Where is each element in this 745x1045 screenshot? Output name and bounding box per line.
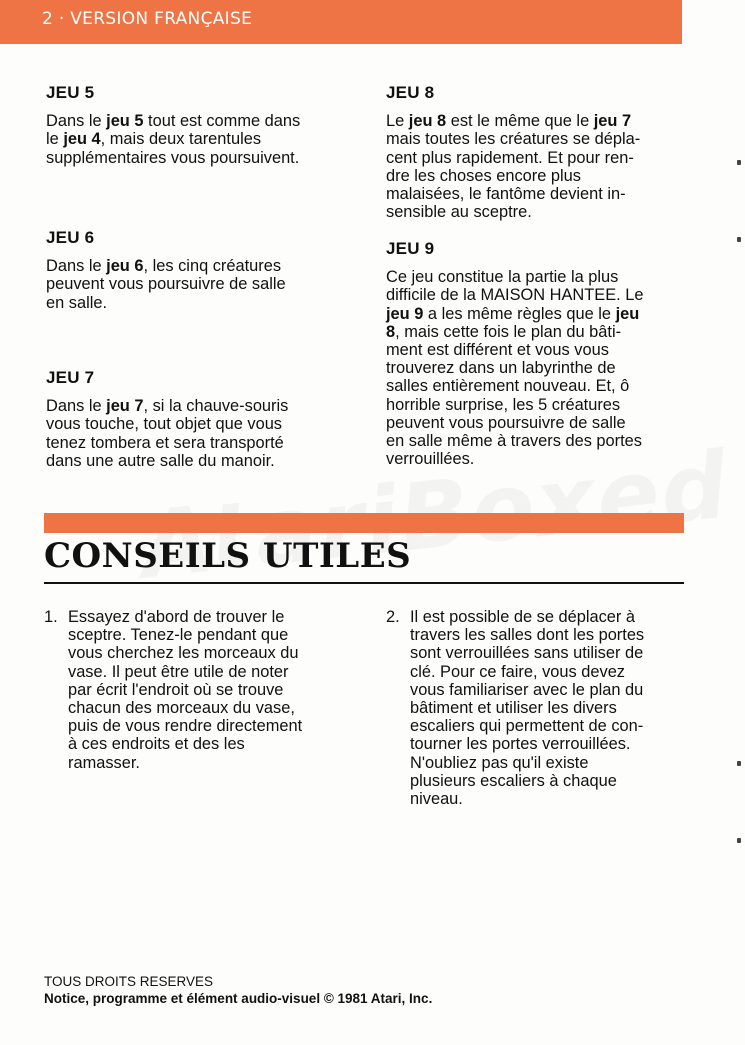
text-line: Ce jeu constitue la partie la plus bbox=[386, 268, 619, 287]
text-line: dans une autre salle du manoir. bbox=[46, 451, 275, 470]
game-6-text bbox=[46, 257, 356, 312]
text-line: sceptre. Tenez-le pendant que bbox=[68, 626, 289, 645]
scan-mark bbox=[737, 160, 741, 165]
text-line: mais toutes les créatures se dépla- bbox=[386, 130, 641, 149]
game-7-block bbox=[46, 369, 356, 470]
text-line: Le jeu 8 est le même que le jeu 7 bbox=[386, 112, 632, 131]
text-line: horrible surprise, les 5 créatures bbox=[386, 395, 621, 414]
text-line: trouverez dans un labyrinthe de bbox=[386, 359, 616, 378]
section-divider-bar bbox=[44, 513, 684, 533]
game-5-text bbox=[46, 112, 356, 167]
text-line: difficile de la MAISON HANTEE. Le bbox=[386, 286, 644, 305]
text-line: tenez tombera et sera transporté bbox=[46, 433, 284, 452]
game-9-text bbox=[386, 268, 686, 468]
text-line: clé. Pour ce faire, vous devez bbox=[410, 662, 626, 681]
text-line: en salle même à travers des portes bbox=[386, 432, 642, 451]
scan-mark bbox=[737, 838, 741, 843]
section-title: CONSEILS UTILES bbox=[44, 536, 412, 576]
text-line: cent plus rapidement. Et pour ren- bbox=[386, 148, 634, 167]
game-5-block bbox=[46, 84, 356, 167]
scan-mark bbox=[737, 237, 741, 242]
text-line: sont verrouillées sans utiliser de bbox=[410, 644, 644, 663]
game-9-block bbox=[386, 240, 686, 468]
text-line: puis de vous rendre directement bbox=[68, 717, 303, 736]
game-7-title: JEU 7 bbox=[46, 368, 95, 387]
text-line: le jeu 4, mais deux tarentules bbox=[46, 130, 262, 149]
text-line: verrouillées. bbox=[386, 450, 475, 469]
game-8-block bbox=[386, 84, 686, 221]
game-7-text bbox=[46, 397, 356, 470]
tip-2-number: 2. bbox=[386, 608, 400, 626]
text-line: sensible au sceptre. bbox=[386, 203, 532, 222]
text-line: ramasser. bbox=[68, 753, 140, 772]
text-line: N'oubliez pas qu'il existe bbox=[410, 753, 589, 772]
text-line: par écrit l'endroit où se trouve bbox=[68, 680, 284, 699]
text-line: peuvent vous poursuivre de salle bbox=[386, 413, 626, 432]
tip-1-number: 1. bbox=[44, 608, 58, 626]
text-line: en salle. bbox=[46, 293, 108, 312]
footer-rights: TOUS DROITS RESERVES bbox=[44, 974, 214, 989]
text-line: supplémentaires vous poursuivent. bbox=[46, 148, 300, 167]
text-line: à ces endroits et des les bbox=[68, 735, 245, 754]
tip-2-text bbox=[410, 608, 644, 808]
text-line: bâtiment et utiliser les divers bbox=[410, 699, 617, 718]
scan-mark bbox=[737, 761, 741, 766]
text-line: chacun des morceaux du vase, bbox=[68, 699, 295, 718]
section-rule bbox=[44, 582, 684, 584]
text-line: 8, mais cette fois le plan du bâti- bbox=[386, 322, 622, 341]
text-line: Dans le jeu 6, les cinq créatures bbox=[46, 257, 282, 276]
text-line: tourner les portes verrouillées. bbox=[410, 735, 631, 754]
text-line: vase. Il peut être utile de noter bbox=[68, 662, 289, 681]
text-line: malaisées, le fantôme devient in- bbox=[386, 185, 626, 204]
text-line: escaliers qui permettent de con- bbox=[410, 717, 644, 736]
text-line: dre les choses encore plus bbox=[386, 166, 581, 185]
text-line: vous familiariser avec le plan du bbox=[410, 680, 644, 699]
text-line: Dans le jeu 7, si la chauve-souris bbox=[46, 397, 289, 416]
text-line: ment est différent et vous vous bbox=[386, 341, 609, 360]
game-8-title: JEU 8 bbox=[386, 83, 435, 102]
text-line: Dans le jeu 5 tout est comme dans bbox=[46, 112, 301, 131]
text-line: jeu 9 a les même règles que le jeu bbox=[386, 304, 640, 323]
footer-copyright: Notice, programme et élément audio-visuel © 1981 Atari, Inc. bbox=[44, 991, 433, 1006]
tip-1-text bbox=[68, 608, 302, 772]
text-line: plusieurs escaliers à chaque bbox=[410, 771, 617, 790]
text-line: Essayez d'abord de trouver le bbox=[68, 608, 285, 626]
text-line: travers les salles dont les portes bbox=[410, 626, 645, 645]
game-9-title: JEU 9 bbox=[386, 239, 435, 258]
game-6-block bbox=[46, 229, 356, 312]
game-5-title: JEU 5 bbox=[46, 83, 95, 102]
text-line: niveau. bbox=[410, 790, 463, 809]
text-line: peuvent vous poursuivre de salle bbox=[46, 275, 286, 294]
text-line: vous touche, tout objet que vous bbox=[46, 415, 283, 434]
text-line: Il est possible de se déplacer à bbox=[410, 608, 636, 626]
text-line: vous cherchez les morceaux du bbox=[68, 644, 299, 663]
text-line: salles entièrement nouveau. Et, ô bbox=[386, 377, 630, 396]
page-header-label: 2 · VERSION FRANÇAISE bbox=[42, 9, 253, 29]
game-8-text bbox=[386, 112, 686, 221]
game-6-title: JEU 6 bbox=[46, 228, 95, 247]
